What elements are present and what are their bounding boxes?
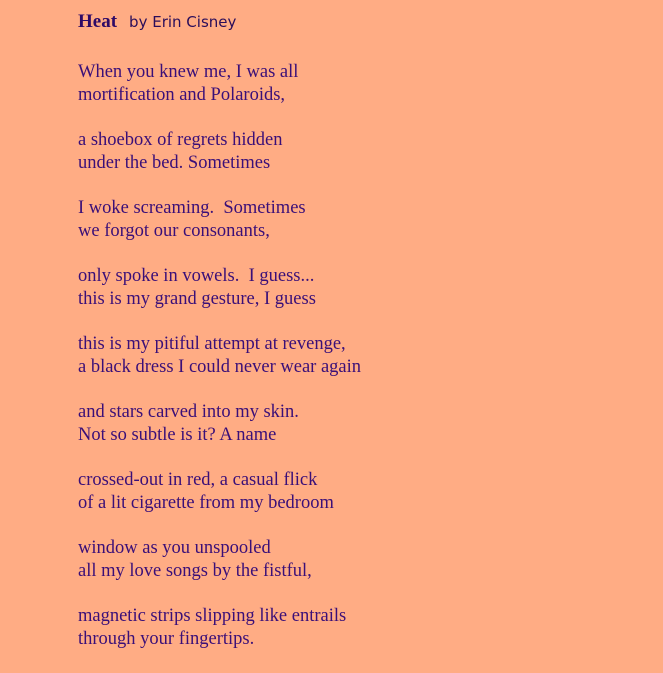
stanza: [78, 401, 638, 447]
poem-line: this is my grand gesture, I guess: [78, 289, 316, 309]
poem-line: magnetic strips slipping like entrails: [78, 606, 347, 626]
poem-line: crossed-out in red, a casual flick: [78, 470, 318, 490]
stanza: [78, 469, 638, 515]
poem-line: of a lit cigarette from my bedroom: [78, 493, 334, 513]
poem-line: window as you unspooled: [78, 538, 271, 558]
poem-heading: [78, 11, 638, 39]
poem-line: and stars carved into my skin.: [78, 402, 299, 422]
stanza: [78, 605, 638, 651]
poem-line: through your fingertips.: [78, 629, 255, 649]
poem-line: we forgot our consonants,: [78, 221, 270, 241]
stanza: [78, 197, 638, 243]
stanza: [78, 333, 638, 379]
poem-page: [78, 11, 638, 673]
stanza: [78, 265, 638, 311]
poem-title: Heat: [78, 11, 118, 32]
poem-line: I woke screaming. Sometimes: [78, 198, 306, 218]
poem-line: Not so subtle is it? A name: [78, 425, 277, 445]
poem-line: this is my pitiful attempt at revenge,: [78, 334, 346, 354]
stanza: [78, 61, 638, 107]
poem-line: mortification and Polaroids,: [78, 85, 286, 105]
poem-line: all my love songs by the fistful,: [78, 561, 312, 581]
poem-byline: by Erin Cisney: [129, 13, 237, 31]
stanza: [78, 129, 638, 175]
poem-line: under the bed. Sometimes: [78, 153, 271, 173]
poem-line: a shoebox of regrets hidden: [78, 130, 283, 150]
poem-line: a black dress I could never wear again: [78, 357, 362, 377]
stanza: [78, 537, 638, 583]
poem-line: only spoke in vowels. I guess...: [78, 266, 315, 286]
poem-line: When you knew me, I was all: [78, 62, 299, 82]
